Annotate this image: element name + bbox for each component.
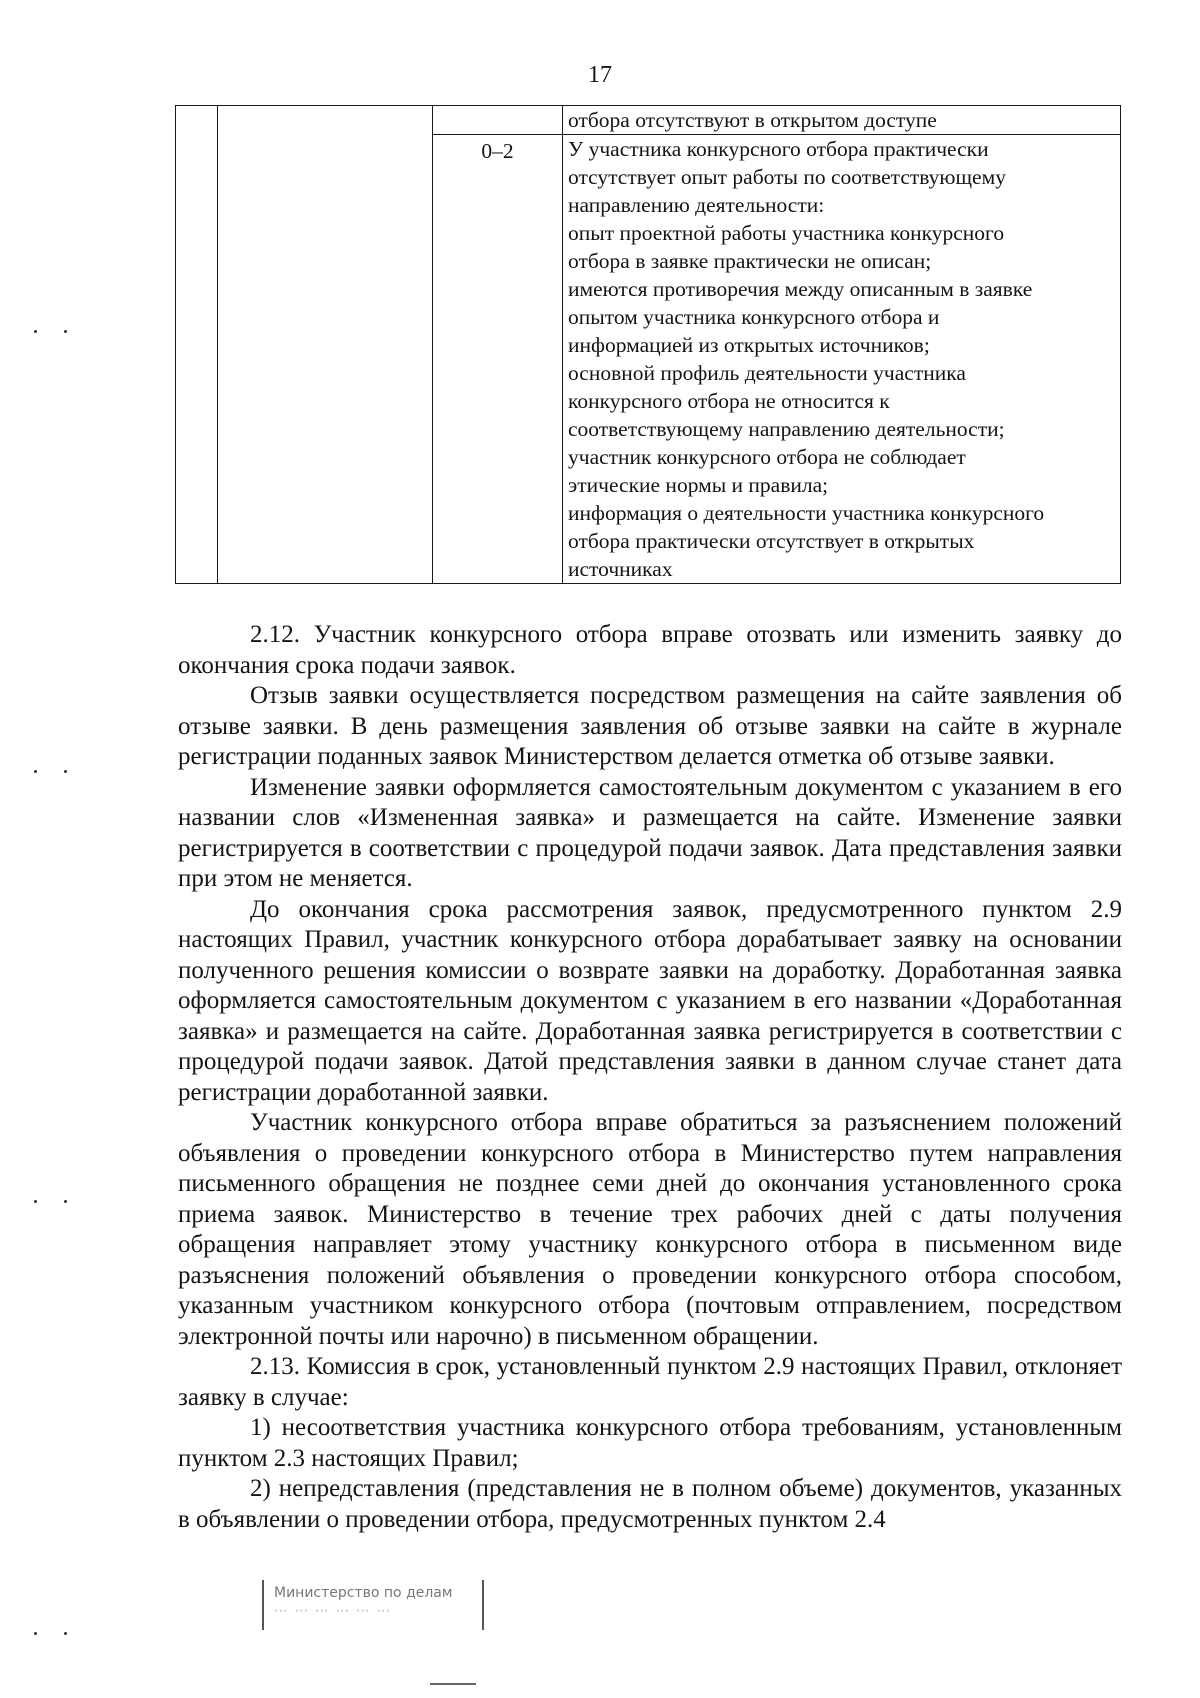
table-cell-score: 0–2	[433, 135, 563, 584]
paragraph-modification: Изменение заявки оформляется самостоятельным документом с указанием в его названии слов «Измененная заявка» и размещается на сайте. Изменение заявки регистрируется в соответствии с процедурой подачи заявок. Дата представления заявки при этом не меняется.	[178, 773, 1122, 892]
paragraph-revision: До окончания срока рассмотрения заявок, предусмотренного пунктом 2.9 настоящих Правил, участник конкурсного отбора дорабатывает заявку на основании полученного решения комиссии о возврате заявки на доработку. Доработанная заявка оформляется самостоятельным документом с указанием в его названии «Доработанная заявка» и размещается на сайте. Доработанная заявка регистрируется в соответствии с процедурой подачи заявок. Датой представления заявки в данном случае станет дата регистрации доработанной заявки.	[178, 895, 1122, 1106]
scan-punch-marks	[34, 330, 74, 336]
description-line: источниках	[568, 557, 673, 581]
scan-punch-marks	[34, 1200, 74, 1206]
table-row	[176, 106, 1121, 135]
stamp-faint-line: ⋯ ⋯ ⋯ ⋯ ⋯ ⋯	[274, 1603, 392, 1619]
table-cell-description	[563, 135, 1121, 584]
paragraph-withdrawal: Отзыв заявки осуществляется посредством размещения на сайте заявления об отзыве заявки. В день размещения заявления об отзыве заявки на сайте в журнале регистрации поданных заявок Министерством делается отметка об отзыве заявки.	[178, 682, 1122, 770]
description-line: основной профиль деятельности участника	[568, 361, 966, 385]
table-cell-score	[433, 106, 563, 135]
description-line: информация о деятельности участника конкурсного	[568, 501, 1045, 525]
description-line: направлению деятельности:	[568, 193, 825, 217]
table-cell-number	[176, 106, 218, 584]
paragraph-clarification: Участник конкурсного отбора вправе обратиться за разъяснением положений объявления о проведении конкурсного отбора в Министерство путем направления письменного обращения не позднее семи дней до окончания установленного срока приема заявок. Министерство в течение трех рабочих дней с даты получения обращения направляет этому участнику конкурсного отбора в письменном виде разъяснения положений объявления о проведении конкурсного отбора способом, указанным участником конкурсного отбора (почтовым отправлением, посредством электронной почты или нарочно) в письменном обращении.	[178, 1109, 1122, 1350]
paragraph-2-12: 2.12. Участник конкурсного отбора вправе отозвать или изменить заявку до окончания срока подачи заявок.	[178, 621, 1122, 679]
scan-punch-marks	[34, 1632, 74, 1638]
description-line: участник конкурсного отбора не соблюдает	[568, 445, 966, 469]
document-body	[178, 620, 1122, 1535]
table-cell-criterion	[218, 106, 433, 584]
paragraph-item-2: 2) непредставления (представления не в полном объеме) документов, указанных в объявлении о проведении отбора, предусмотренных пунктом 2.4	[178, 1475, 1122, 1533]
paragraph-item-1: 1) несоответствия участника конкурсного отбора требованиям, установленным пунктом 2.3 настоящих Правил;	[178, 1414, 1122, 1472]
description-line: этические нормы и правила;	[568, 473, 829, 497]
description-line: отбора в заявке практически не описан;	[568, 249, 932, 273]
description-line: имеются противоречия между описанным в заявке	[568, 277, 1033, 301]
stamp-line: Министерство по делам	[274, 1585, 453, 1601]
description-line: опытом участника конкурсного отбора и	[568, 305, 940, 329]
stamp-underline	[430, 1683, 476, 1685]
registration-stamp	[262, 1580, 484, 1630]
description-line: опыт проектной работы участника конкурсного	[568, 221, 1005, 245]
description-line: У участника конкурсного отбора практически	[568, 137, 989, 161]
criteria-table	[175, 105, 1121, 584]
description-line: информацией из открытых источников;	[568, 333, 930, 357]
description-line: отсутствует опыт работы по соответствующему	[568, 165, 1006, 189]
description-line: соответствующему направлению деятельности;	[568, 417, 1005, 441]
table-cell-description	[563, 106, 1121, 135]
description-line: отбора практически отсутствует в открытых	[568, 529, 975, 553]
scan-punch-marks	[34, 770, 74, 776]
description-line: отбора отсутствуют в открытом доступе	[568, 108, 937, 132]
paragraph-2-13: 2.13. Комиссия в срок, установленный пунктом 2.9 настоящих Правил, отклоняет заявку в случае:	[178, 1353, 1122, 1411]
description-line: конкурсного отбора не относится к	[568, 389, 890, 413]
page-number: 17	[588, 62, 612, 88]
